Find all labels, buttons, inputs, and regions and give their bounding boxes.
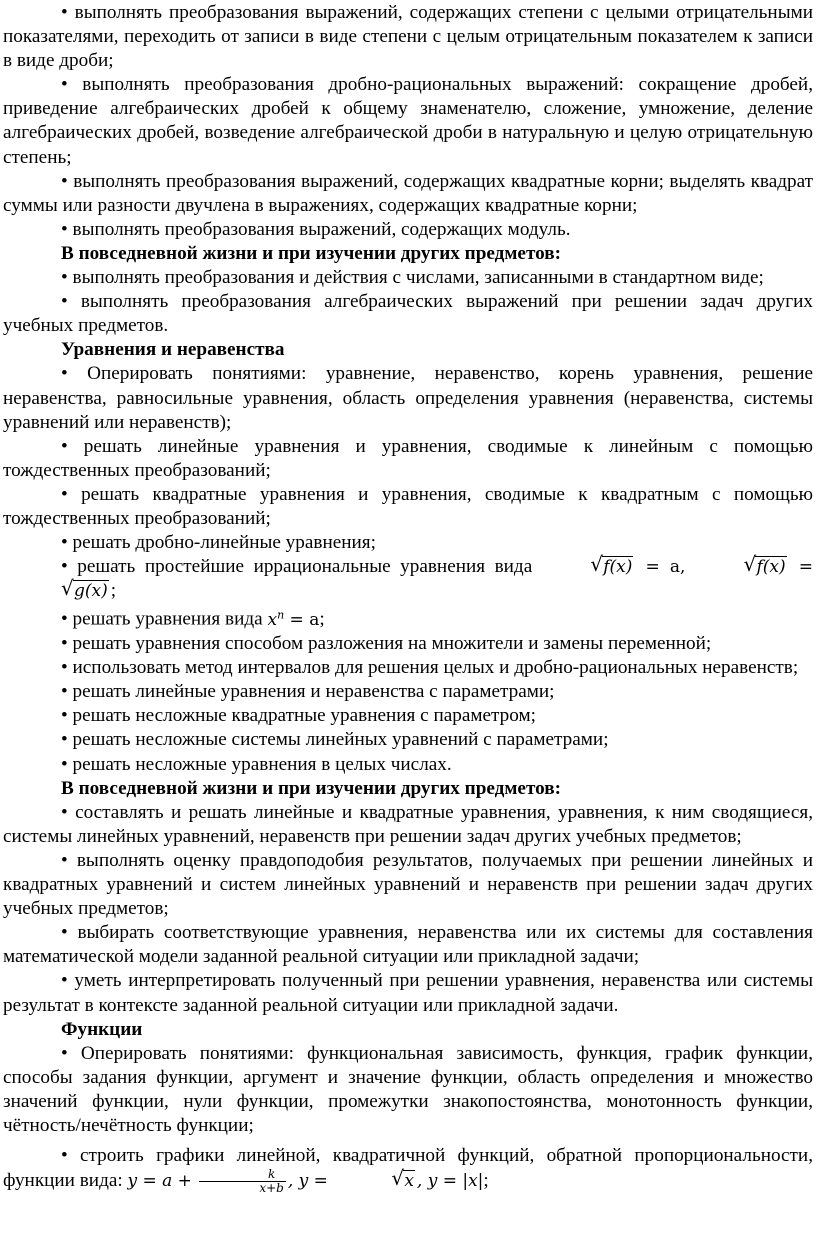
- item-text: использовать метод интервалов для решения целых и дробно-рациональных неравенств;: [72, 657, 799, 679]
- list-item: [3, 290, 813, 338]
- item-text: выполнять оценку правдоподобия результатов, получаемых при решении линейных и квадратных уравнений и систем линейных уравнений и неравенств при решении задач других учебных предметов;: [3, 849, 814, 920]
- formula: √ f(x) = a, √ f(x) = √ g(x): [61, 552, 813, 602]
- bullet: •: [61, 801, 68, 823]
- item-text: решать простейшие иррациональные уравнения вида: [77, 556, 533, 578]
- bullet: •: [61, 267, 68, 289]
- item-text: решать квадратные уравнения и уравнения, сводимые к квадратным с помощью тождественных преобразований;: [3, 483, 813, 529]
- list-item: [3, 704, 813, 728]
- bullet: •: [61, 1145, 68, 1167]
- item-text: составлять и решать линейные и квадратные уравнения, уравнения, к ним сводящиеся, системы линейных уравнений, неравенств при решении задач других учебных предметов;: [3, 801, 814, 847]
- item-text: решать несложные квадратные уравнения с параметром;: [72, 705, 536, 727]
- item-text: решать линейные уравнения и уравнения, сводимые к линейным с помощью тождественных преобразований;: [3, 435, 813, 481]
- list-item: [3, 435, 813, 483]
- list-item: [3, 849, 813, 921]
- bullet: •: [61, 532, 68, 554]
- formula: y = a + $\frac{k}{x+b}$ , y = √ x , y = |x|: [127, 1166, 484, 1196]
- item-text: решать уравнения вида: [72, 609, 268, 630]
- list-item: [3, 921, 813, 969]
- bullet: •: [61, 753, 68, 775]
- list-item: [3, 656, 813, 680]
- list-item: [3, 632, 813, 656]
- bullet: •: [61, 633, 68, 655]
- bullet: •: [61, 170, 68, 192]
- bullet: •: [61, 657, 68, 679]
- item-text: решать уравнения способом разложения на множители и замены переменной;: [72, 633, 712, 655]
- item-text: выполнять преобразования алгебраических выражений при решении задач других учебных предметов.: [3, 291, 814, 337]
- bullet: •: [61, 705, 68, 727]
- bullet: •: [61, 681, 68, 703]
- item-text: выполнять преобразования и действия с числами, записанными в стандартном виде;: [72, 267, 764, 289]
- item-text: решать дробно-линейные уравнения;: [72, 532, 376, 554]
- list-item: [3, 753, 813, 777]
- bullet: •: [61, 2, 68, 23]
- item-text: уметь интерпретировать полученный при решении уравнения, неравенства или системы результат в контексте заданной реальной ситуации или прикладной задачи.: [3, 970, 813, 1016]
- item-text: выполнять преобразования выражений, содержащих степени с целыми отрицательными показателями, переходить от записи в виде степени с целым отрицательным показателем к записи в виде дроби;: [3, 2, 813, 72]
- item-text: Оперировать понятиями: функциональная зависимость, функция, график функции, способы задания функции, аргумент и значение функции, область определения и множество значений функции, нули функции, промежутки знакопостоянства, монотонность функции, чётность/нечётность функции;: [3, 1042, 813, 1136]
- section-heading: Уравнения и неравенства: [61, 339, 285, 361]
- bullet: •: [61, 609, 68, 630]
- list-item: [3, 728, 813, 752]
- list-item: [3, 680, 813, 704]
- section-heading: В повседневной жизни и при изучении других предметов:: [61, 242, 561, 264]
- list-item: [3, 362, 813, 434]
- bullet: •: [61, 1042, 68, 1064]
- item-text: выполнять преобразования выражений, содержащих модуль.: [72, 218, 571, 240]
- item-text: решать несложные уравнения в целых числах.: [72, 753, 452, 775]
- item-text: строить графики линейной, квадратичной функций, обратной пропорциональности, функции вида:: [3, 1145, 813, 1192]
- list-item: [3, 483, 813, 531]
- list-item: [3, 73, 813, 169]
- bullet: •: [61, 970, 68, 992]
- list-item: [3, 1042, 813, 1138]
- text-block-2: [3, 632, 813, 1138]
- item-text: решать несложные системы линейных уравнений с параметрами;: [72, 729, 609, 751]
- bullet: •: [61, 74, 68, 96]
- list-item: • строить графики линейной, квадратичной функций, обратной пропорциональности, функции вида: y = a + $\frac{k}{x+b}$ , y = √ x , y = |x|;: [3, 1145, 813, 1196]
- bullet: •: [61, 483, 68, 505]
- item-text: Оперировать понятиями: уравнение, неравенство, корень уравнения, решение неравенства, равносильные уравнения, область определения уравнения (неравенства, системы уравнений или неравенств);: [3, 363, 814, 433]
- bullet: •: [61, 218, 68, 240]
- list-item: [3, 266, 813, 290]
- formula: $x^n = a$: [267, 608, 320, 630]
- bullet: •: [61, 363, 68, 385]
- bullet: •: [61, 922, 68, 944]
- bullet: •: [61, 849, 68, 871]
- list-item: • решать простейшие иррациональные уравнения вида √ f(x) = a, √ f(x) = √ g(x) ;: [3, 555, 813, 603]
- list-item: • решать уравнения вида $x^n = a$;: [61, 608, 325, 630]
- bullet: •: [61, 729, 68, 751]
- section-heading: В повседневной жизни и при изучении других предметов:: [61, 777, 561, 799]
- bullet: •: [61, 435, 68, 457]
- section-heading: Функции: [61, 1018, 143, 1040]
- bullet: •: [61, 291, 68, 313]
- item-text: выполнять преобразования выражений, содержащих квадратные корни; выделять квадрат суммы или разности двучлена в выражениях, содержащих квадратные корни;: [3, 170, 814, 216]
- list-item: [3, 801, 813, 849]
- list-item: [3, 170, 813, 218]
- list-item: [3, 1, 813, 73]
- item-text: решать линейные уравнения и неравенства с параметрами;: [72, 681, 555, 703]
- list-item: [3, 969, 813, 1017]
- bullet: •: [61, 556, 68, 578]
- item-text: выбирать соответствующие уравнения, неравенства или их системы для составления математической модели заданной реальной ситуации или прикладной задачи;: [3, 922, 814, 968]
- text-block-1: [3, 1, 813, 555]
- item-text: выполнять преобразования дробно-рациональных выражений: сокращение дробей, приведение алгебраических дробей к общему знаменателю, сложение, умножение, деление алгебраических дробей, возведение алгебраической дроби в натуральную и целую отрицательную степень;: [3, 74, 813, 168]
- list-item: [3, 218, 813, 242]
